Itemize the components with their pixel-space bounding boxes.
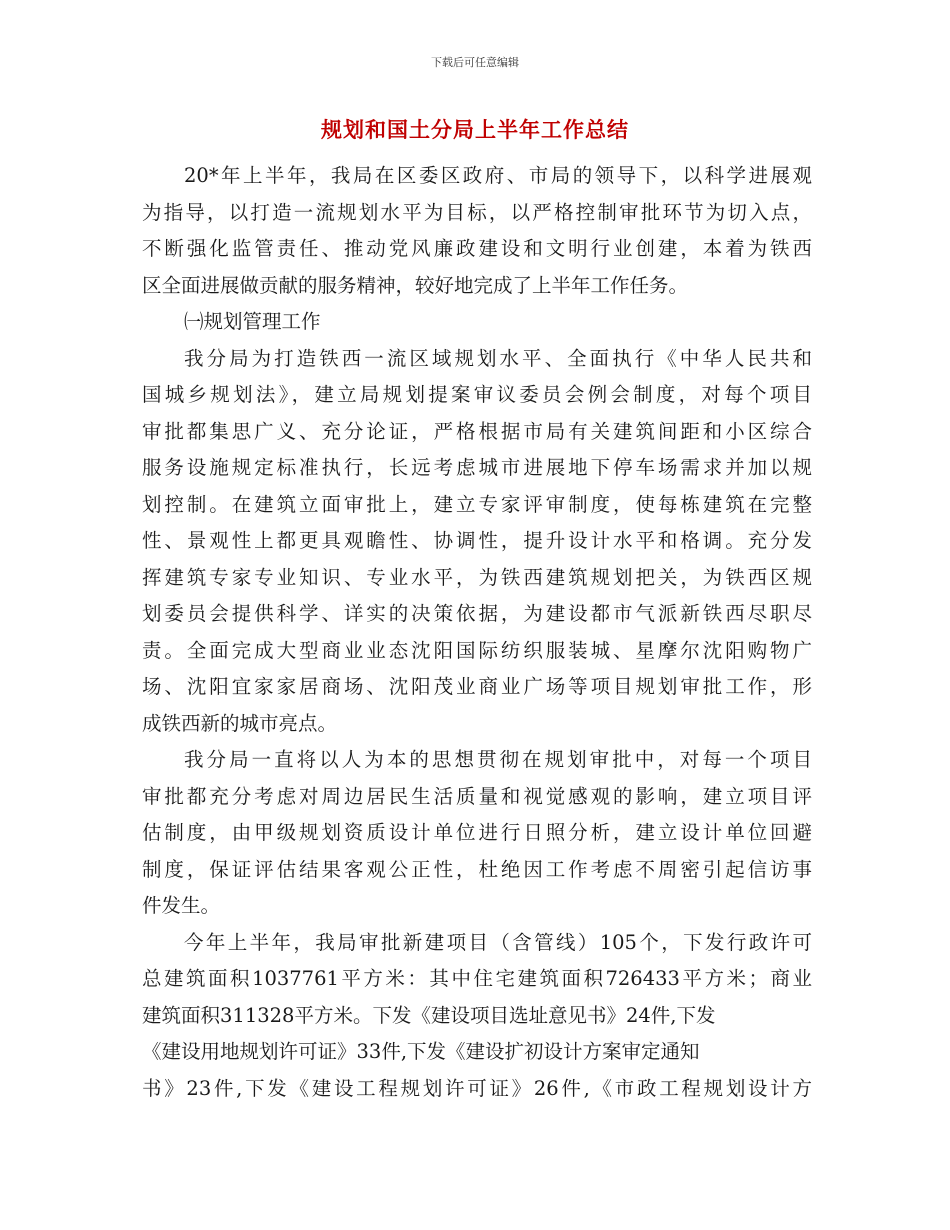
- header-note: 下载后可任意编辑: [431, 56, 519, 69]
- body-line: 《建设用地规划许可证》33件,下发《建设扩初设计方案审定通知: [142, 1040, 700, 1063]
- body-line: 划委员会提供科学、详实的决策依据，为建设都市气派新铁西尽职尽: [142, 602, 812, 625]
- body-line: 挥建筑专家专业知识、专业水平，为铁西建筑规划把关，为铁西区规: [142, 565, 812, 589]
- body-line: 不断强化监管责任、推动党风廉政建设和文明行业创建，本着为铁西: [142, 237, 812, 260]
- body-line: 件发生。: [142, 894, 221, 917]
- body-line: 书》23件,下发《建设工程规划许可证》26件,《市政工程规划设计方: [142, 1076, 812, 1100]
- body-line: ㈠规划管理工作: [184, 310, 321, 333]
- body-line: 成铁西新的城市亮点。: [142, 711, 338, 735]
- body-line: 区全面进展做贡献的服务精神，较好地完成了上半年工作任务。: [142, 273, 689, 297]
- body-line: 性、景观性上都更具观瞻性、协调性，提升设计水平和格调。充分发: [142, 529, 812, 552]
- body-line: 审批都集思广义、充分论证，严格根据市局有关建筑间距和小区综合: [142, 419, 812, 443]
- body-line: 服务设施规定标准执行，长远考虑城市进展地下停车场需求并加以规: [142, 456, 812, 479]
- document-body: [142, 158, 812, 1107]
- body-line: 估制度，由甲级规划资质设计单位进行日照分析，建立设计单位回避: [142, 821, 812, 844]
- body-line: 国城乡规划法》，建立局规划提案审议委员会例会制度，对每个项目: [142, 383, 812, 406]
- body-line: 为指导，以打造一流规划水平为目标，以严格控制审批环节为切入点，: [142, 200, 812, 224]
- body-line: 审批都充分考虑对周边居民生活质量和视觉感观的影响，建立项目评: [142, 784, 812, 808]
- body-line: 建筑面积311328平方米。下发《建设项目选址意见书》24件,下发: [142, 1003, 716, 1027]
- body-line: 制度，保证评估结果客观公正性，杜绝因工作考虑不周密引起信访事: [142, 857, 812, 881]
- body-line: 我分局为打造铁西一流区域规划水平、全面执行《中华人民共和: [184, 346, 812, 370]
- body-line: 20*年上半年，我局在区委区政府、市局的领导下，以科学进展观: [184, 164, 812, 187]
- body-line: 我分局一直将以人为本的思想贯彻在规划审批中，对每一个项目: [184, 748, 812, 771]
- body-line: 责。全面完成大型商业业态沈阳国际纺织服装城、星摩尔沈阳购物广: [142, 638, 812, 662]
- document-title: 规划和国土分局上半年工作总结: [321, 118, 629, 142]
- body-line: 场、沈阳宜家家居商场、沈阳茂业商业广场等项目规划审批工作，形: [142, 675, 812, 698]
- body-line: 今年上半年，我局审批新建项目（含管线）105个，下发行政许可: [184, 930, 812, 954]
- body-line: 划控制。在建筑立面审批上，建立专家评审制度，使每栋建筑在完整: [142, 492, 812, 516]
- body-line: 总建筑面积1037761平方米：其中住宅建筑面积726433平方米；商业: [142, 967, 812, 990]
